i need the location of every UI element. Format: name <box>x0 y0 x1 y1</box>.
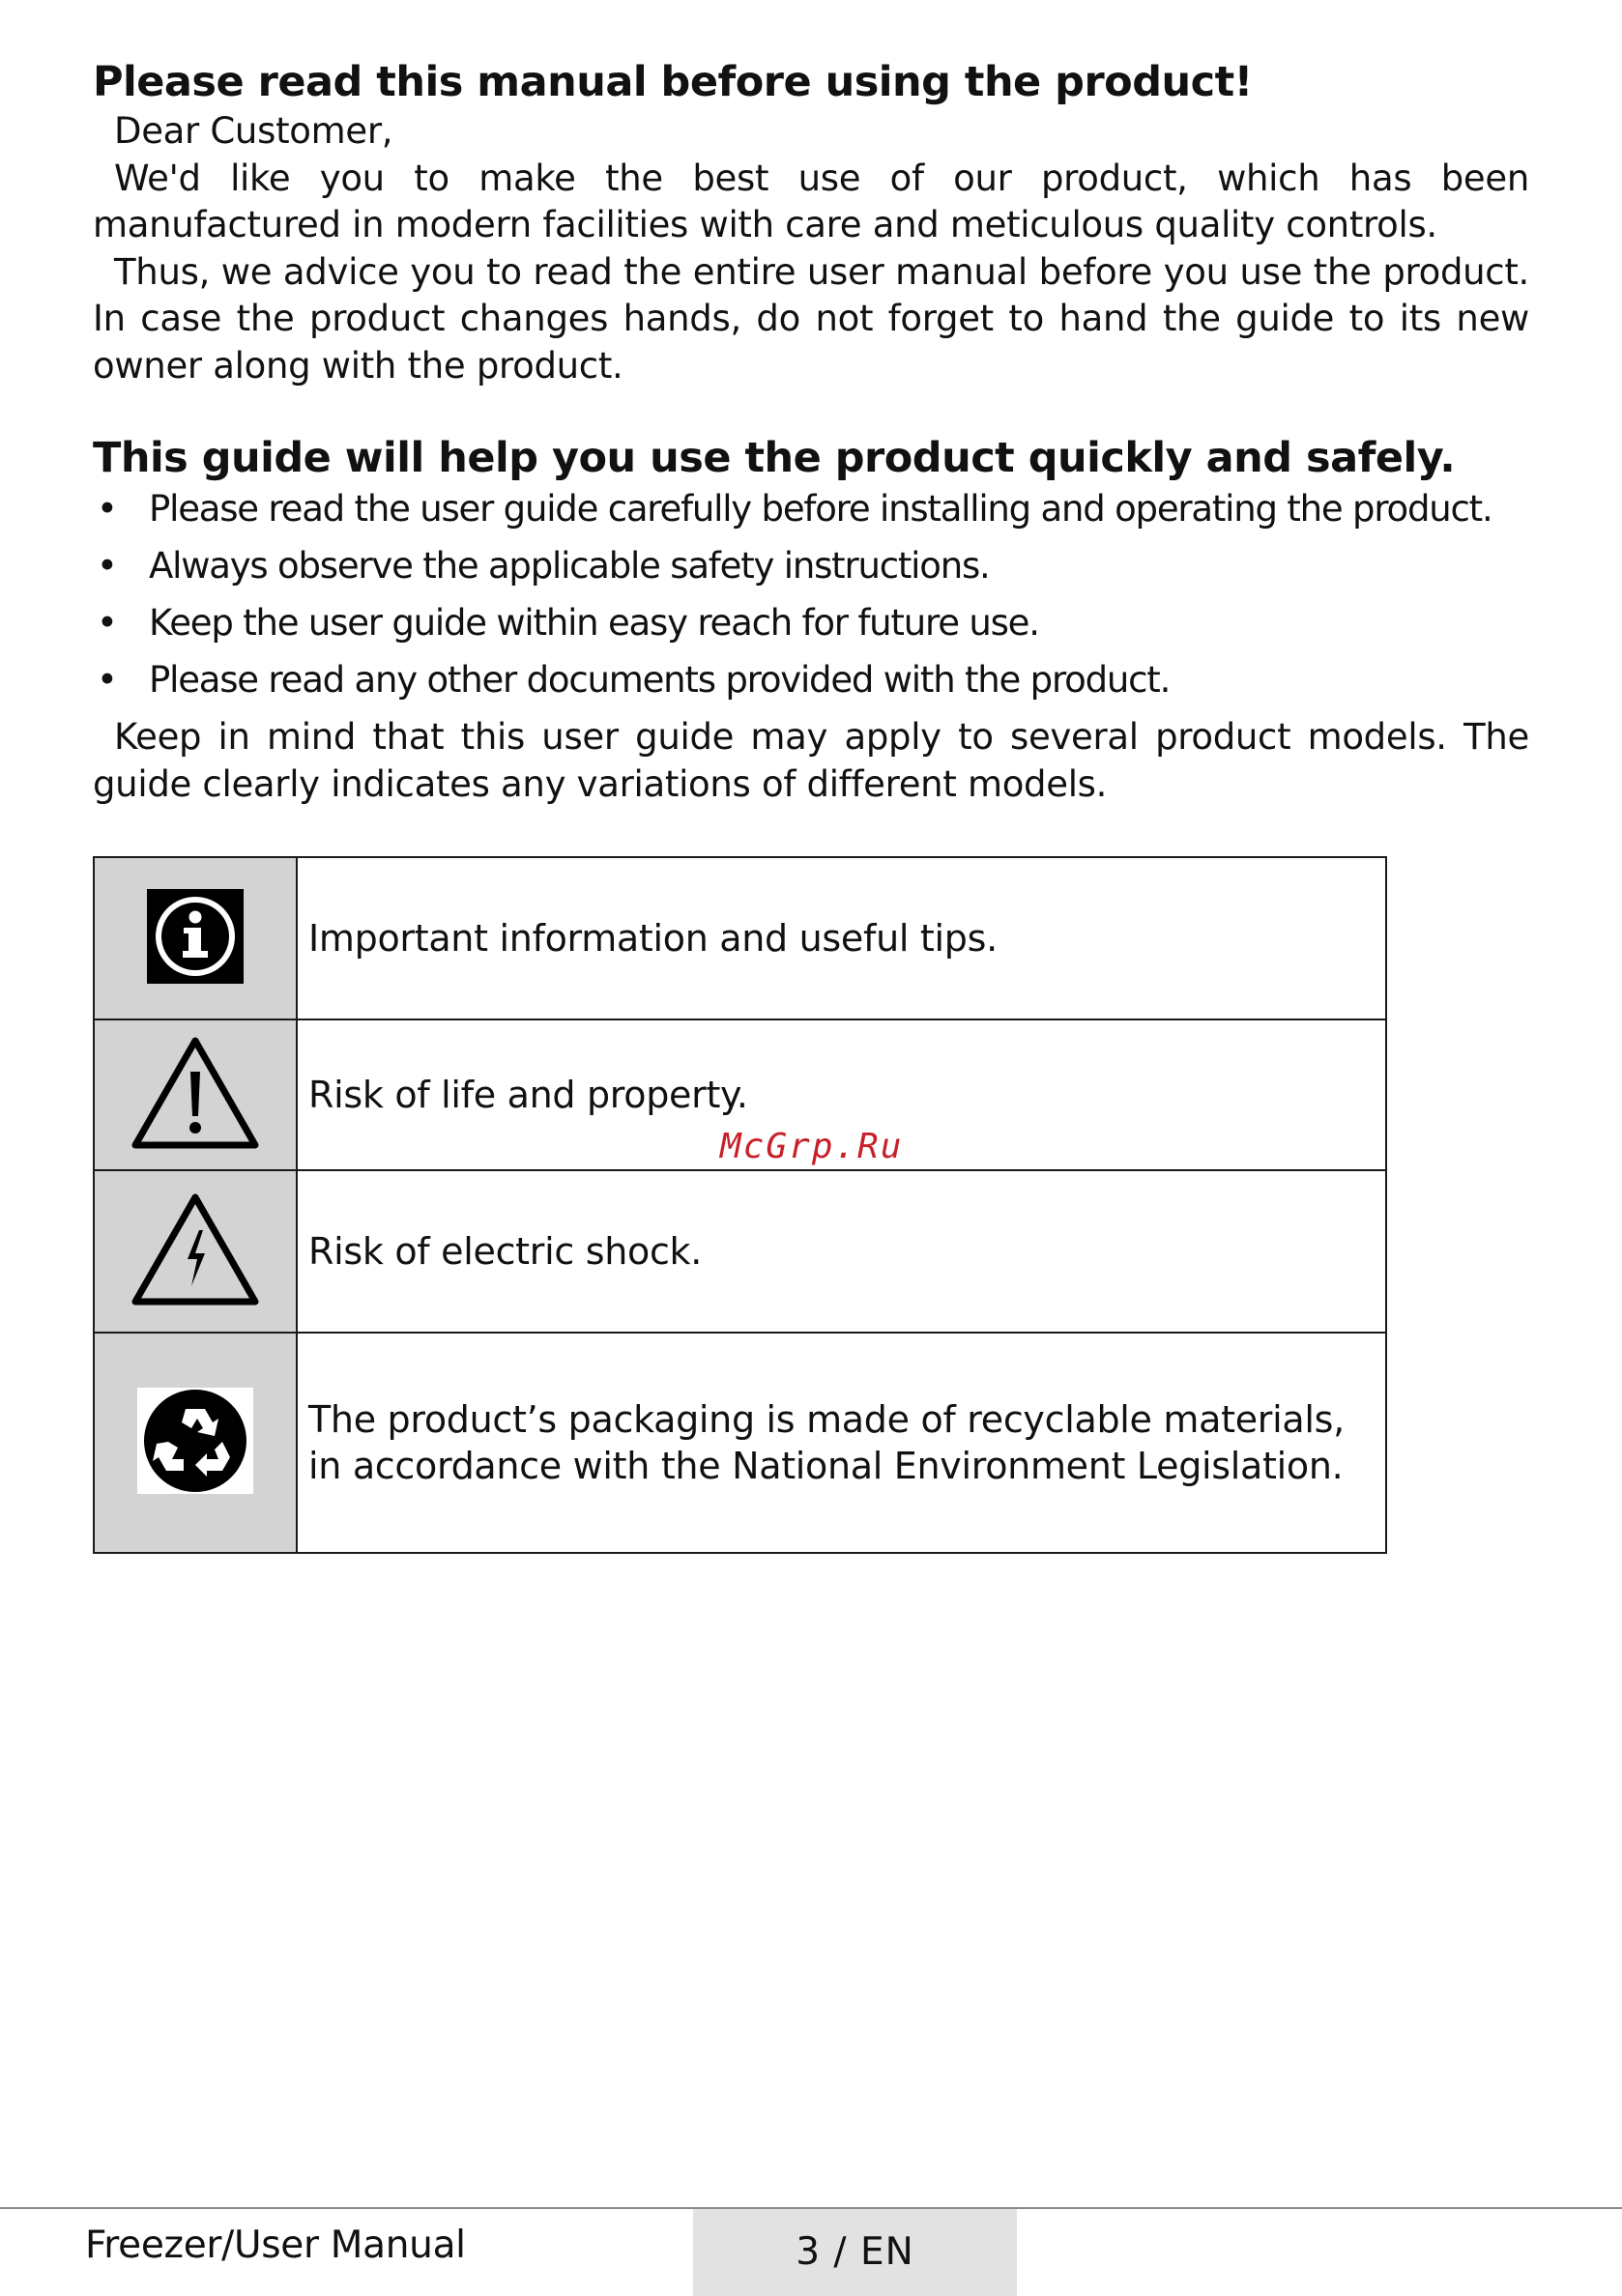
icon-cell <box>94 1333 297 1553</box>
list-item-text: Keep the user guide within easy reach for future use. <box>149 602 1039 644</box>
icon-cell <box>94 857 297 1019</box>
legend-text: The product’s packaging is made of recyclable materials, in accordance with the National Environment Legislation. <box>297 1333 1386 1553</box>
models-note: Keep in mind that this user guide may apply to several product models. The guide clearly indicates any variations of different models. <box>93 716 1529 805</box>
intro-paragraph-2: Thus, we advice you to read the entire user manual before you use the product. In case the product changes hands, do not forget to hand the guide to its new owner along with the product. <box>93 250 1529 387</box>
list-item <box>93 543 1529 589</box>
icon-cell <box>94 1019 297 1170</box>
guide-bullet-list <box>93 486 1529 703</box>
table-row <box>94 1333 1386 1553</box>
bullet-icon: • <box>97 488 117 530</box>
list-item-text: Please read the user guide carefully before installing and operating the product. <box>149 488 1492 530</box>
list-item <box>93 486 1529 532</box>
list-item <box>93 600 1529 646</box>
greeting: Dear Customer, <box>114 110 393 152</box>
bullet-icon: • <box>97 659 117 701</box>
list-item-text: Always observe the applicable safety instructions. <box>149 545 990 587</box>
list-item <box>93 657 1529 703</box>
electric-shock-icon <box>130 1191 261 1311</box>
legend-text: Risk of life and property. <box>297 1019 1386 1170</box>
footer-title: Freezer/User Manual <box>85 2224 466 2267</box>
icon-cell <box>94 1170 297 1333</box>
legend-text: Risk of electric shock. <box>297 1170 1386 1333</box>
page-title: Please read this manual before using the product! <box>93 58 1253 106</box>
symbol-legend-table <box>93 856 1387 1554</box>
legend-text: Important information and useful tips. <box>297 857 1386 1019</box>
bullet-icon: • <box>97 602 117 644</box>
page-number: 3 / EN <box>693 2209 1017 2296</box>
recycle-icon <box>137 1388 253 1498</box>
list-item-text: Please read any other documents provided with the product. <box>149 659 1171 701</box>
watermark: McGrp.Ru <box>720 1127 904 1166</box>
info-icon <box>147 889 244 988</box>
warning-icon <box>130 1035 261 1155</box>
guide-heading: This guide will help you use the product quickly and safely. <box>93 434 1456 482</box>
manual-body <box>93 56 1529 808</box>
table-row <box>94 857 1386 1019</box>
intro-paragraph-1: We'd like you to make the best use of our product, which has been manufactured in modern facilities with care and meticulous quality controls. <box>93 157 1529 245</box>
bullet-icon: • <box>97 545 117 587</box>
table-row <box>94 1170 1386 1333</box>
